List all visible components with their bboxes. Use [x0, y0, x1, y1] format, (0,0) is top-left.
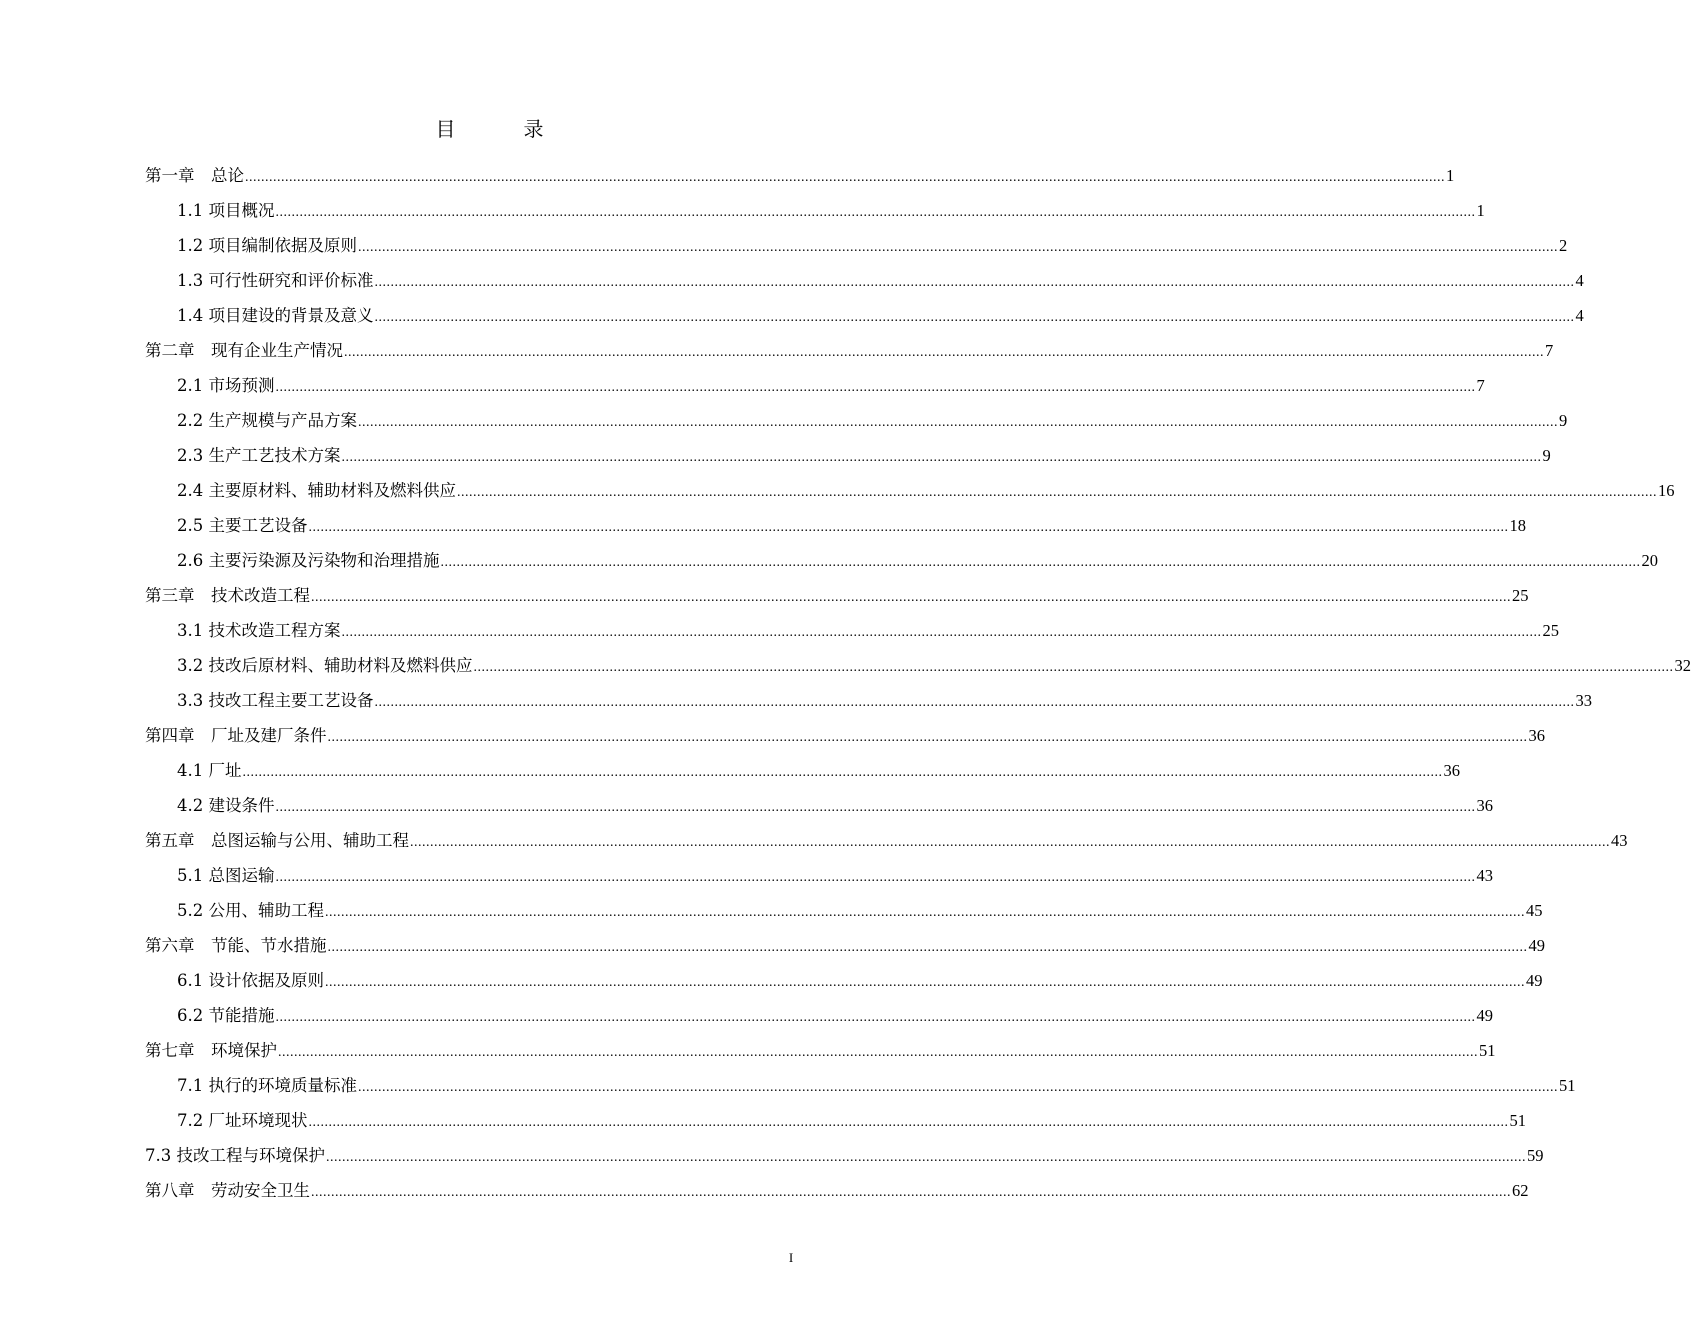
toc-entry-page-number: 16 [1658, 481, 1675, 500]
toc-entry-label: 2.1 市场预测 [177, 376, 275, 395]
toc-entry-section[interactable] [0, 508, 1526, 543]
toc-entry-label: 3.2 技改后原材料、辅助材料及燃料供应 [177, 656, 473, 675]
toc-leader-dots: ............................................................................................................................................................................................................................................................................................................ [326, 1150, 1526, 1165]
toc-entry-section[interactable] [0, 473, 1675, 508]
toc-entry-page-number: 25 [1542, 621, 1559, 640]
toc-entry-page-number: 59 [1527, 1146, 1544, 1165]
toc-entry-label: 4.1 厂址 [177, 761, 242, 780]
toc-leader-dots: ............................................................................................................................................................................................................................................................................................................ [341, 450, 1542, 465]
toc-entry-section[interactable] [0, 613, 1559, 648]
toc-entry-page-number: 36 [1476, 796, 1493, 815]
toc-entry-page-number: 7 [1476, 376, 1485, 395]
toc-entry-label: 第二章 现有企业生产情况 [145, 341, 343, 360]
toc-leader-dots: ............................................................................................................................................................................................................................................................................................................ [374, 695, 1575, 710]
toc-entry-page-number: 4 [1575, 306, 1584, 325]
toc-entry-label: 第七章 环境保护 [145, 1041, 277, 1060]
toc-entry-section[interactable] [0, 543, 1658, 578]
toc-entry-section[interactable] [0, 368, 1485, 403]
toc-entry-section[interactable] [0, 648, 1691, 683]
toc-leader-dots: ............................................................................................................................................................................................................................................................................................................ [341, 625, 1542, 640]
toc-leader-dots: ............................................................................................................................................................................................................................................................................................................ [358, 240, 1558, 255]
toc-leader-dots: ............................................................................................................................................................................................................................................................................................................ [374, 310, 1575, 325]
toc-entry-label: 2.3 生产工艺技术方案 [177, 446, 341, 465]
toc-entry-section[interactable] [0, 753, 1460, 788]
toc-entry-page-number: 45 [1526, 901, 1543, 920]
toc-entry-label: 第八章 劳动安全卫生 [145, 1181, 310, 1200]
toc-title: 目 录 [435, 117, 568, 141]
toc-entry-label: 第四章 厂址及建厂条件 [145, 726, 327, 745]
toc-entry-label: 1.2 项目编制依据及原则 [177, 236, 357, 255]
toc-entry-label: 7.2 厂址环境现状 [177, 1111, 308, 1130]
toc-entry-section[interactable] [0, 228, 1568, 263]
toc-leader-dots: ............................................................................................................................................................................................................................................................................................................ [358, 415, 1558, 430]
toc-entry-chapter[interactable] [0, 1033, 1496, 1068]
toc-entry-label: 7.1 执行的环境质量标准 [177, 1076, 357, 1095]
toc-leader-dots: ............................................................................................................................................................................................................................................................................................................ [325, 905, 1525, 920]
toc-leader-dots: ............................................................................................................................................................................................................................................................................................................ [311, 590, 1511, 605]
toc-leader-dots: ............................................................................................................................................................................................................................................................................................................ [358, 1080, 1558, 1095]
toc-entry-page-number: 25 [1512, 586, 1529, 605]
toc-entry-label: 第三章 技术改造工程 [145, 586, 310, 605]
toc-entry-page-number: 9 [1559, 411, 1568, 430]
toc-entry-page-number: 2 [1559, 236, 1568, 255]
toc-entry-chapter[interactable] [0, 578, 1529, 613]
toc-entry-section[interactable] [0, 1068, 1576, 1103]
toc-leader-dots: ............................................................................................................................................................................................................................................................................................................ [278, 1045, 1478, 1060]
toc-leader-dots: ............................................................................................................................................................................................................................................................................................................ [242, 765, 1443, 780]
toc-entry-label: 3.1 技术改造工程方案 [177, 621, 341, 640]
toc-entry-chapter[interactable] [0, 333, 1554, 368]
toc-entry-section[interactable] [0, 998, 1493, 1033]
toc-leader-dots: ............................................................................................................................................................................................................................................................................................................ [344, 345, 1544, 360]
toc-leader-dots: ............................................................................................................................................................................................................................................................................................................ [440, 555, 1641, 570]
toc-entry-page-number: 18 [1509, 516, 1526, 535]
toc-entry-label: 5.1 总图运输 [177, 866, 275, 885]
toc-entry-page-number: 9 [1542, 446, 1551, 465]
toc-leader-dots: ............................................................................................................................................................................................................................................................................................................ [473, 660, 1674, 675]
toc-entry-label: 2.2 生产规模与产品方案 [177, 411, 357, 430]
toc-leader-dots: ............................................................................................................................................................................................................................................................................................................ [327, 730, 1528, 745]
toc-entry-label: 2.6 主要污染源及污染物和治理措施 [177, 551, 440, 570]
toc-entry-label: 第一章 总论 [145, 166, 244, 185]
toc-leader-dots: ............................................................................................................................................................................................................................................................................................................ [245, 170, 1445, 185]
toc-leader-dots: ............................................................................................................................................................................................................................................................................................................ [311, 1185, 1511, 1200]
toc-entry-page-number: 7 [1545, 341, 1554, 360]
toc-entry-label: 1.1 项目概况 [177, 201, 275, 220]
toc-entry-page-number: 49 [1526, 971, 1543, 990]
toc-leader-dots: ............................................................................................................................................................................................................................................................................................................ [275, 380, 1476, 395]
toc-entry-page-number: 36 [1528, 726, 1545, 745]
toc-entry-page-number: 1 [1476, 201, 1485, 220]
toc-entry-label: 第五章 总图运输与公用、辅助工程 [145, 831, 409, 850]
toc-leader-dots: ............................................................................................................................................................................................................................................................................................................ [275, 800, 1476, 815]
toc-leader-dots: ............................................................................................................................................................................................................................................................................................................ [308, 1115, 1509, 1130]
toc-entry-label: 6.2 节能措施 [177, 1006, 275, 1025]
toc-entry-section[interactable] [0, 963, 1543, 998]
toc-entry-chapter[interactable] [0, 158, 1455, 193]
toc-entry-label: 1.3 可行性研究和评价标准 [177, 271, 374, 290]
toc-entry-label: 2.4 主要原材料、辅助材料及燃料供应 [177, 481, 456, 500]
toc-entry-page-number: 51 [1509, 1111, 1526, 1130]
toc-leader-dots: ............................................................................................................................................................................................................................................................................................................ [374, 275, 1575, 290]
toc-entry-page-number: 36 [1443, 761, 1460, 780]
toc-leader-dots: ............................................................................................................................................................................................................................................................................................................ [410, 835, 1610, 850]
toc-entry-section[interactable] [0, 1103, 1526, 1138]
toc-entry-label: 第六章 节能、节水措施 [145, 936, 327, 955]
toc-entry-label: 4.2 建设条件 [177, 796, 275, 815]
toc-entry-chapter[interactable] [0, 823, 1628, 858]
toc-entry-section[interactable] [0, 193, 1485, 228]
toc-entry-section[interactable] [0, 683, 1592, 718]
toc-leader-dots: ............................................................................................................................................................................................................................................................................................................ [308, 520, 1509, 535]
toc-entry-section[interactable] [0, 893, 1543, 928]
toc-entry-page-number: 43 [1611, 831, 1628, 850]
toc-entry-page-number: 1 [1446, 166, 1455, 185]
toc-entry-page-number: 51 [1559, 1076, 1576, 1095]
toc-entry-page-number: 43 [1476, 866, 1493, 885]
toc-entry-label: 7.3 技改工程与环境保护 [145, 1146, 325, 1165]
toc-leader-dots: ............................................................................................................................................................................................................................................................................................................ [275, 205, 1476, 220]
toc-entry-page-number: 20 [1641, 551, 1658, 570]
toc-entry-label: 1.4 项目建设的背景及意义 [177, 306, 374, 325]
toc-entry-chapter[interactable] [0, 928, 1545, 963]
toc-entry-section[interactable] [0, 438, 1551, 473]
toc-leader-dots: ............................................................................................................................................................................................................................................................................................................ [457, 485, 1657, 500]
toc-entry-chapter[interactable] [0, 1138, 1544, 1173]
toc-entry-page-number: 33 [1575, 691, 1592, 710]
toc-entry-section[interactable] [0, 788, 1493, 823]
toc-entry-section[interactable] [0, 263, 1584, 298]
toc-entry-label: 6.1 设计依据及原则 [177, 971, 324, 990]
toc-entry-section[interactable] [0, 403, 1568, 438]
footer-page-number: I [788, 1250, 794, 1265]
toc-entry-page-number: 49 [1528, 936, 1545, 955]
toc-entry-section[interactable] [0, 298, 1584, 333]
toc-leader-dots: ............................................................................................................................................................................................................................................................................................................ [275, 870, 1476, 885]
toc-leader-dots: ............................................................................................................................................................................................................................................................................................................ [275, 1010, 1476, 1025]
toc-leader-dots: ............................................................................................................................................................................................................................................................................................................ [325, 975, 1525, 990]
toc-entry-section[interactable] [0, 858, 1493, 893]
toc-entry-label: 2.5 主要工艺设备 [177, 516, 308, 535]
toc-entry-chapter[interactable] [0, 1173, 1529, 1208]
toc-entry-label: 3.3 技改工程主要工艺设备 [177, 691, 374, 710]
toc-entry-page-number: 62 [1512, 1181, 1529, 1200]
toc-entry-label: 5.2 公用、辅助工程 [177, 901, 324, 920]
toc-entry-chapter[interactable] [0, 718, 1545, 753]
toc-entry-page-number: 32 [1674, 656, 1691, 675]
toc-leader-dots: ............................................................................................................................................................................................................................................................................................................ [327, 940, 1528, 955]
toc-entry-page-number: 51 [1479, 1041, 1496, 1060]
toc-entry-page-number: 49 [1476, 1006, 1493, 1025]
toc-entry-page-number: 4 [1575, 271, 1584, 290]
